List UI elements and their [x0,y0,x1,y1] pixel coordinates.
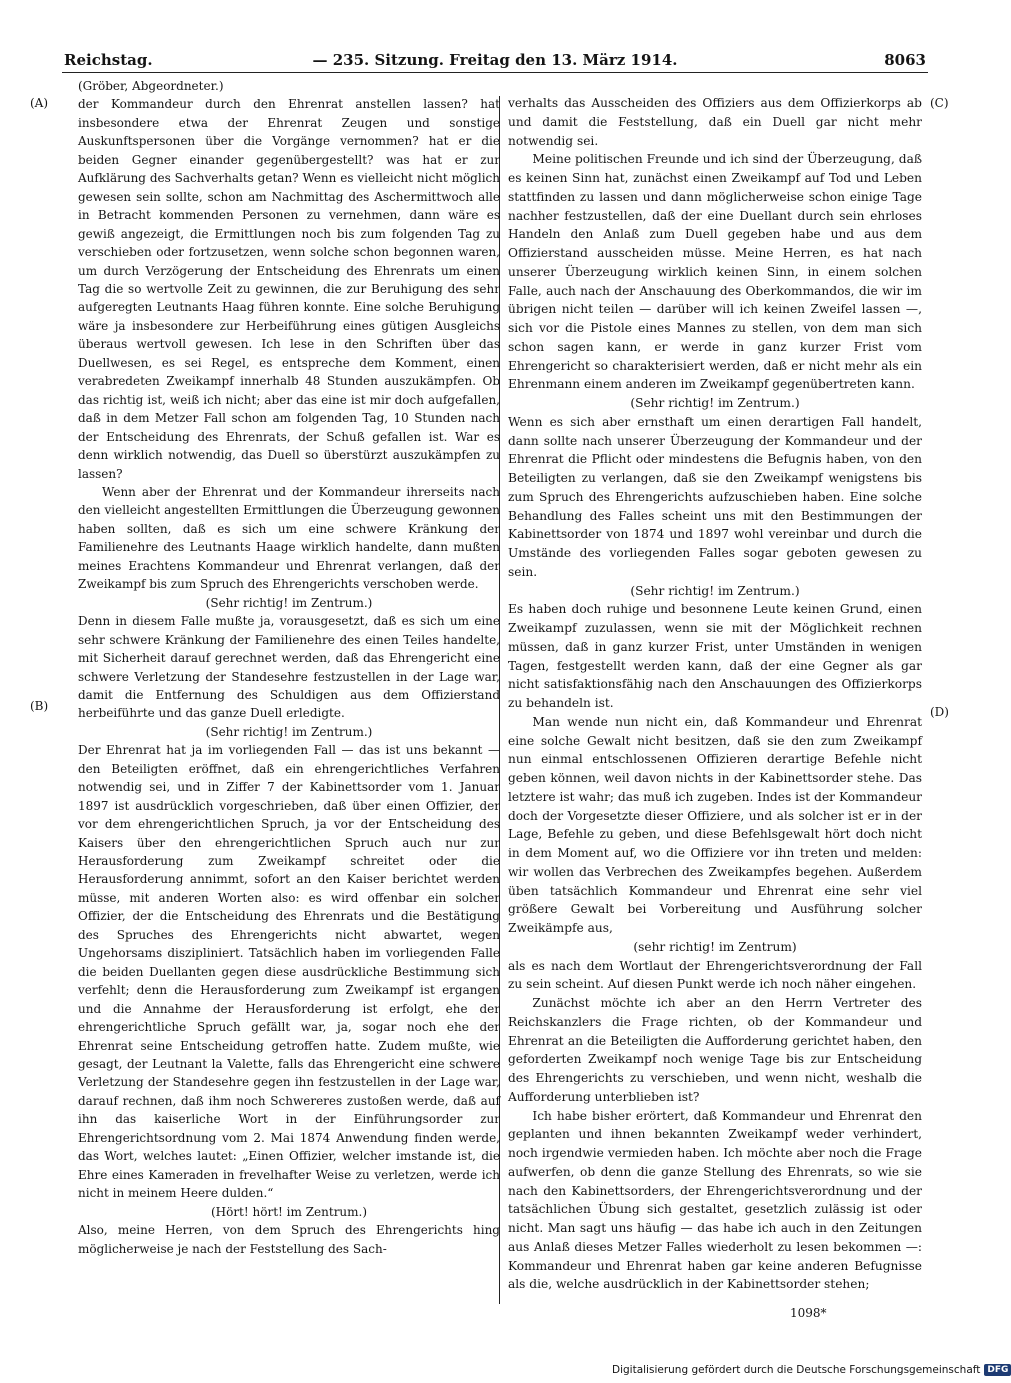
paragraph: verhalts das Ausscheiden des Offiziers aus dem Offizierkorps ab und damit die Feststellung, daß ein Duell gar nicht mehr notwendig sei. [508,96,922,148]
paragraph: als es nach dem Wortlaut der Ehrengerichtsverordnung der Fall zu sein scheint. Auf diesen Punkt werde ich noch näher eingehen. [508,958,922,992]
footer-text: Digitalisierung gefördert durch die Deutsche Forschungsgemeinschaft [612,1364,981,1376]
interjection: (Sehr richtig! im Zentrum.) [205,724,373,739]
paragraph: Wenn aber der Ehrenrat und der Kommandeur ihrerseits nach den vielleicht angestellten Ermittlungen die Überzeugung gewonnen haben sollten, daß es sich um eine schwere Kränkung der Familienehre des Leutnants Haage wirklich handelte, dann mußten meines Erachtens Kommandeur und Ehrenrat verlangen, daß der Zweikampf bis zum Spruch des Ehrengerichts verschoben werde. [78,484,500,592]
margin-marker-c: (C) [930,96,949,110]
speaker-label: (Gröber, Abgeordneter.) [78,79,224,93]
interjection: (Sehr richtig! im Zentrum.) [630,396,800,410]
margin-marker-b: (B) [30,699,49,713]
paragraph: der Kommandeur durch den Ehrenrat anstellen lassen? hat insbesondere etwa der Ehrenrat Zeugen und sonstige Auskunftspersonen über die Vorgänge vernommen? hat er die beiden Gegner einander gegenübergestellt? was hat er zur Aufklärung des Sachverhalts getan? Wenn es vielleicht nicht möglich gewesen sein sollte, schon am Nachmittag des Aschermittwoch alle in Betracht kommenden Personen zu vernehmen, dann wäre es gewiß angezeigt, die Ermittlungen noch bis zum folgenden Tag zu verschieben oder fortzusetzen, wenn solche schon begonnen waren, um durch Verzögerung der Entscheidung des Ehrenrats um einen Tag die so wertvolle Zeit zu gewinnen, die zur Beruhigung des sehr aufgeregten Leutnants Haag führen konnte. Eine solche Beruhigung wäre ja insbesondere zur Herbeiführung eines gütigen Ausgleichs überaus wertvoll gewesen. Ich lese in den Schriften über das Duellwesen, es sei Regel, es entspreche dem Komment, einen verabredeten Zweikampf innerhalb 48 Stunden auszukämpfen. Ob das richtig ist, weiß ich nicht; aber das eine ist mir doch aufgefallen, daß in dem Metzer Fall schon am folgenden Tag, 10 Stunden nach der Entscheidung des Ehrenrats, der Schuß gefallen ist. War es denn wirklich notwendig, das Duell so überstürzt auszukämpfen zu lassen? [78,97,500,481]
paragraph: Also, meine Herren, von dem Spruch des Ehrengerichts hing möglicherweise je nach der Feststellung des Sach- [78,1223,500,1256]
interjection: (sehr richtig! im Zentrum) [633,939,797,954]
interjection: (Sehr richtig! im Zentrum.) [630,583,800,598]
paragraph: Denn in diesem Falle mußte ja, vorausgesetzt, daß es sich um eine sehr schwere Kränkung der Familienehre des einen Teiles handelte, mit Sicherheit darauf gerechnet werden, daß das Ehrengericht eine schwere Verletzung der Standesehre festzustellen in der Lage war, damit die Entfernung des Schuldigen aus dem Offizierstand herbeiführte und das ganze Duell erledigte. [78,614,500,721]
footer [612,1364,1011,1376]
margin-marker-a: (A) [30,96,49,110]
margin-marker-d: (D) [930,705,949,719]
right-column [508,94,922,1294]
page-number: 8063 [884,51,926,69]
paragraph: Zunächst möchte ich aber an den Herrn Vertreter des Reichskanzlers die Frage richten, ob der Kommandeur und Ehrenrat an die Beteiligten die Aufforderung gerichtet haben, den geforderten Zweikampf noch wenige Tage bis zur Entscheidung des Ehrengerichts zu verschieben, und wenn nicht, weshalb die Aufforderung unterblieben ist? [508,996,922,1104]
page-signature: 1098* [790,1306,827,1320]
interjection: (Hört! hört! im Zentrum.) [210,1204,368,1219]
interjection: (Sehr richtig! im Zentrum.) [205,595,373,610]
header-left: Reichstag. [64,51,153,69]
header-center: — 235. Sitzung. Freitag den 13. März 1914. [312,51,678,69]
left-column [78,77,500,1258]
dfg-logo-icon: DFG [984,1364,1011,1376]
header-rule [62,72,928,73]
paragraph: Man wende nun nicht ein, daß Kommandeur und Ehrenrat eine solche Gewalt nicht besitzen, daß sie den zum Zweikampf nun einmal entschlossenen Offizieren derartige Befehle nicht geben können, weil davon nichts in der Kabinettsorder stehe. Das letztere ist wahr; das muß ich zugeben. Indes ist der Kommandeur doch der Vorgesetzte dieser Offiziere, und als solcher ist er in der Lage, Befehle zu geben, und diese Befehlsgewalt hört doch nicht in dem Moment auf, wo die Offiziere vor ihn treten und melden: wir wollen das Verbrechen des Zweikampfes begehen. Außerdem üben tatsächlich Kommandeur und Ehrenrat eine sehr viel größere Gewalt bei Vorbereitung und Ausführung solcher Zweikämpfe aus, [508,714,922,935]
paragraph: Der Ehrenrat hat ja im vorliegenden Fall — das ist uns bekannt — den Beteiligten eröffnet, daß ein ehrengerichtliches Verfahren notwendig sei, und in Ziffer 7 der Kabinettsorder vom 1. Januar 1897 ist ausdrücklich vorgeschrieben, daß über einen Offizier, der vor dem ehrengerichtlichen Spruch, ja vor der Entscheidung des Kaisers über den ehrengerichtlichen Spruch auch nur zur Herausforderung zum Zweikampf schreitet oder die Herausforderung annimmt, sofort an den Kaiser berichtet werden müsse, mit anderen Worten also: es wird offenbar ein solcher Offizier, der die Entscheidung des Ehrenrats und die Bestätigung des Spruches des Ehrengerichts nicht abwartet, wegen Ungehorsams diszipliniert. Tatsächlich haben im vorliegenden Falle die beiden Duellanten gegen diese ausdrückliche Bestimmung sich verfehlt; denn die Herausforderung zum Zweikampf ist ergangen und die Annahme der Herausforderung ist erfolgt, ehe der ehrengerichtliche Spruch gefällt war, ja, sogar noch ehe der Ehrenrat seine Entscheidung getroffen hatte. Zudem mußte, wie gesagt, der Leutnant la Valette, falls das Ehrengericht eine schwere Verletzung der Standesehre gegen ihn festzustellen in der Lage war, darauf rechnen, daß ihm noch Schwereres zustoßen werde, daß auf ihn das kaiserliche Wort in der Einführungsorder zur Ehrengerichtsordnung vom 2. Mai 1874 Anwendung finden werde, das Wort, welches lautet: „Einen Offizier, welcher imstande ist, die Ehre eines Kameraden in frevelhafter Weise zu verletzen, werde ich nicht in meinem Heere dulden.“ [78,743,500,1201]
running-header [64,50,926,70]
paragraph: Meine politischen Freunde und ich sind der Überzeugung, daß es keinen Sinn hat, zunächst einen Zweikampf auf Tod und Leben stattfinden zu lassen und dann möglicherweise schon einige Tage nachher festzustellen, daß der eine Duellant durch sein ehrloses Handeln den Anlaß zum Duell gegeben habe und aus dem Offizierstand ausscheiden müsse. Meine Herren, es hat nach unserer Überzeugung wirklich keinen Sinn, in einem solchen Falle, auch nach der Anschauung des Oberkommandos, die wir im übrigen nicht teilen — darüber will ich keinen Zweifel lassen —, sich vor die Pistole eines Mannes zu stellen, von dem man sich schon sagen kann, er werde in ganz kurzer Frist vom Ehrengericht so charakterisiert werden, daß er nicht mehr als ein Ehrenmann einem anderen im Zweikampf gegenübertreten kann. [508,152,922,392]
paragraph: Es haben doch ruhige und besonnene Leute keinen Grund, einen Zweikampf zuzulassen, wenn sie mit der Möglichkeit rechnen müssen, daß in ganz kurzer Frist, unter Umständen in wenigen Tagen, festgestellt werden kann, daß der eine Gegner als gar nicht satisfaktionsfähig nach den Anschauungen des Offizierkorps zu behandeln ist. [508,602,922,710]
paragraph: Wenn es sich aber ernsthaft um einen derartigen Fall handelt, dann sollte nach unserer Überzeugung der Kommandeur und der Ehrenrat die Pflicht oder mindestens die Befugnis haben, von den Beteiligten zu verlangen, daß sie den Zweikampf wenigstens bis zum Spruch des Ehrengerichts aufzuschieben haben. Eine solche Behandlung des Falles scheint uns mit den Bestimmungen der Kabinettsorder von 1874 und 1897 wohl vereinbar und durch die Umstände des vorliegenden Falles sogar geboten gewesen zu sein. [508,414,922,579]
paragraph: Ich habe bisher erörtert, daß Kommandeur und Ehrenrat den geplanten und ihnen bekannten Zweikampf weder verhindert, noch irgendwie vermieden haben. Ich möchte aber noch die Frage aufwerfen, ob denn die ganze Stellung des Ehrenrats, so wie sie nach den Kabinettsorders, der Ehrengerichtsverordnung und der tatsächlichen Übung sich gestaltet, gesetzlich zulässig ist oder nicht. Man sagt uns häufig — das habe ich auch in den Zeitungen aus Anlaß dieses Metzer Falles wiederholt zu lesen bekommen —: Kommandeur und Ehrenrat haben gar keine anderen Befugnisse als die, welche ausdrücklich in der Kabinettsorder stehen; [508,1108,922,1292]
